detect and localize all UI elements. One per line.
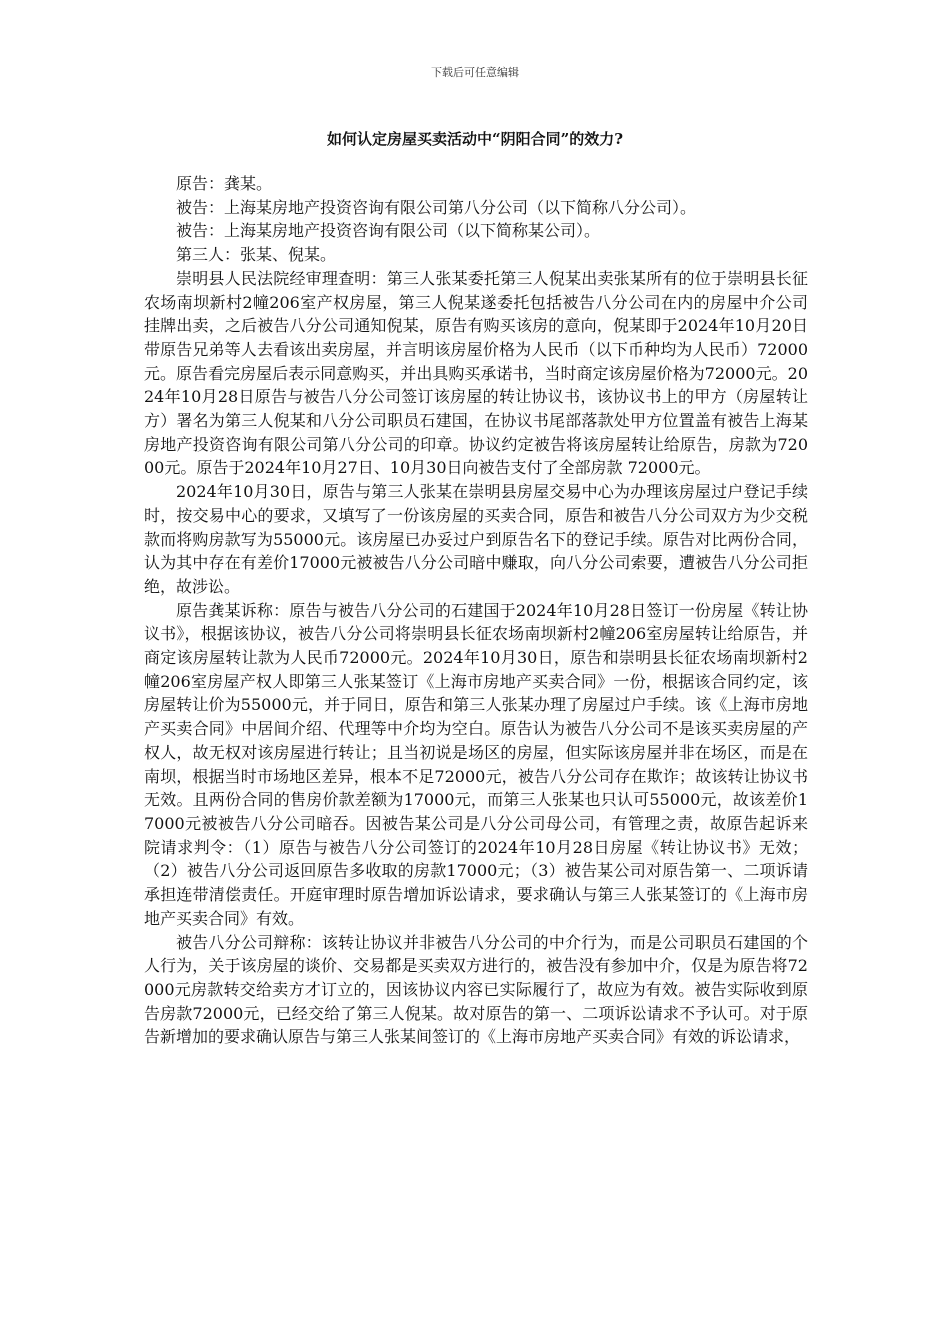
paragraph-transfer-registration: 2024年10月30日，原告与第三人张某在崇明县房屋交易中心为办理该房屋过户登记手续时，按交易中心的要求，又填写了一份该房屋的买卖合同，原告和被告八分公司双方为少交税款而将购房款写为55000元。该房屋已办妥过户到原告名下的登记手续。原告对比两份合同，认为其中存在有差价17000元被被告八分公司暗中赚取，向八分公司索要，遭被告八分公司拒绝，故涉讼。 (144, 482, 808, 596)
party-plaintiff: 原告：龚某。 (176, 174, 273, 193)
document-title: 如何认定房屋买卖活动中“阴阳合同”的效力? (326, 130, 624, 148)
download-note: 下载后可任意编辑 (431, 66, 519, 79)
paragraph-plaintiff-claims: 原告龚某诉称：原告与被告八分公司的石建国于2024年10月28日签订一份房屋《转让协议书》，根据该协议，被告八分公司将崇明县长征农场南坝新村2幢206室房屋转让给原告，并商定该房屋转让款为人民币72000元。2024年10月30日，原告和崇明县长征农场南坝新村2幢206室房屋产权人即第三人张某签订《上海市房地产买卖合同》一份，根据该合同约定，该房屋转让价为55000元，并于同日，原告和第三人张某办理了房屋过户手续。该《上海市房地产买卖合同》中居间介绍、代理等中介均为空白。原告认为被告八分公司不是该买卖房屋的产权人，故无权对该房屋进行转让；且当初说是场区的房屋，但实际该房屋并非在场区，而是在南坝，根据当时市场地区差异，根本不足72000元，被告八分公司存在欺诈；故该转让协议书无效。且两份合同的售房价款差额为17000元，而第三人张某也只认可55000元，故该差价17000元被被告八分公司暗吞。因被告某公司是八分公司母公司，有管理之责，故原告起诉来院请求判令：（1）原告与被告八分公司签订的2024年10月28日房屋《转让协议书》无效；（2）被告八分公司返回原告多收取的房款17000元；（3）被告某公司对原告第一、二项诉请承担连带清偿责任。开庭审理时原告增加诉讼请求，要求确认与第三人张某签订的《上海市房地产买卖合同》有效。 (144, 600, 808, 928)
party-third-parties: 第三人：张某、倪某。 (176, 245, 337, 265)
paragraph-defendant-defense: 被告八分公司辩称：该转让协议并非被告八分公司的中介行为，而是公司职员石建国的个人行为，关于该房屋的谈价、交易都是买卖双方进行的，被告没有参加中介，仅是为原告将72000元房款转交给卖方才订立的，因该协议内容已实际履行了，故应为有效。被告实际收到原告房款72000元，已经交给了第三人倪某。故对原告的第一、二项诉讼请求不予认可。对于原告新增加的要求确认原告与第三人张某间签订的《上海市房地产买卖合同》有效的诉讼请求， (144, 932, 808, 1047)
party-defendant-branch: 被告：上海某房地产投资咨询有限公司第八分公司（以下简称八分公司）。 (176, 197, 697, 217)
party-defendant-company: 被告：上海某房地产投资咨询有限公司（以下简称某公司）。 (176, 221, 601, 241)
document-body (144, 172, 808, 1049)
paragraph-facts-found: 崇明县人民法院经审理查明：第三人张某委托第三人倪某出卖张某所有的位于崇明县长征农场南坝新村2幢206室产权房屋，第三人倪某遂委托包括被告八分公司在内的房屋中介公司挂牌出卖，之后被告八分公司通知倪某，原告有购买该房的意向，倪某即于2024年10月20日带原告兄弟等人去看该出卖房屋，并言明该房屋价格为人民币（以下币种均为人民币）72000元。原告看完房屋后表示同意购买，并出具购买承诺书，当时商定该房屋价格为72000元。2024年10月28日原告与被告八分公司签订该房屋的转让协议书，该协议书上的甲方（房屋转让方）署名为第三人倪某和八分公司职员石建国，在协议书尾部落款处甲方位置盖有被告上海某房地产投资咨询有限公司第八分公司的印章。协议约定被告将该房屋转让给原告，房款为72000元。原告于2024年10月27日、10月30日向被告支付了全部房款 72000元。 (144, 268, 808, 478)
